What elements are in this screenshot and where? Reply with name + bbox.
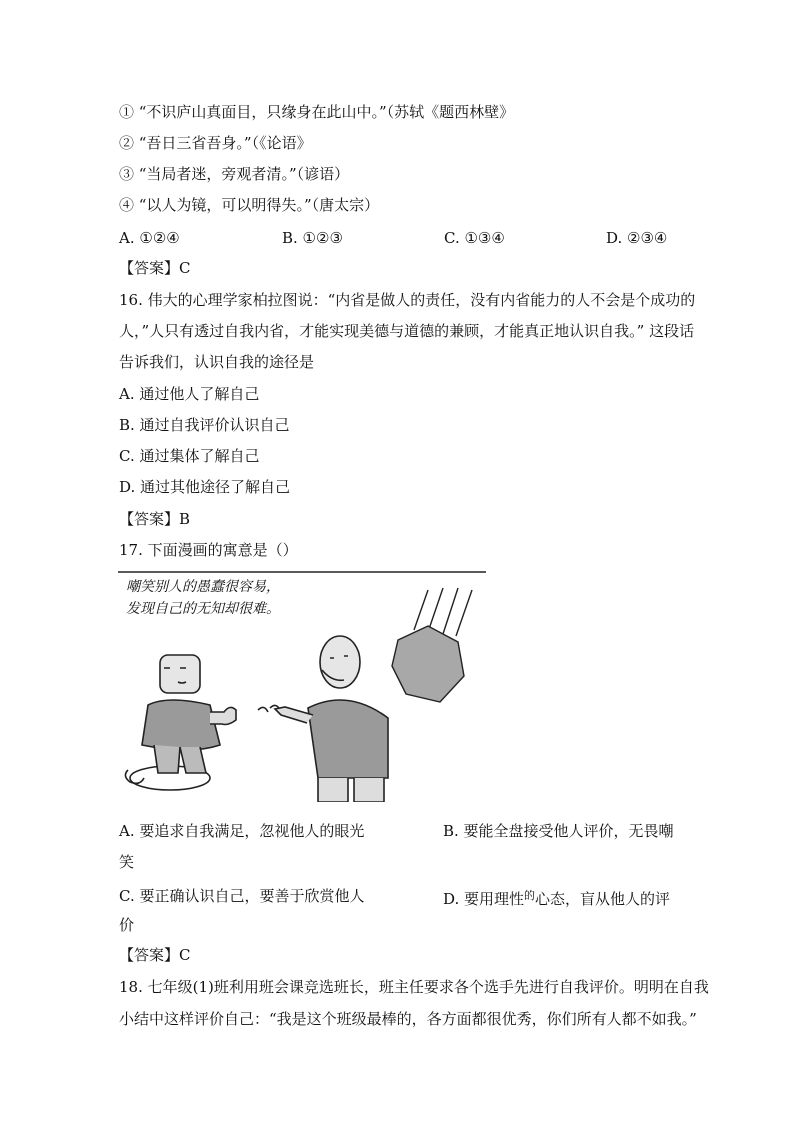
q16-option-d: D. 通过其他途径了解自己 <box>119 478 291 496</box>
q15-item-4: ④ “以人为镜，可以明得失。”（唐太宗） <box>119 196 380 214</box>
q16-line-1: 16. 伟大的心理学家柏拉图说：“内省是做人的责任，没有内省能力的人不会是个成功的 <box>119 291 696 309</box>
q16-option-b: B. 通过自我评价认识自己 <box>119 416 290 434</box>
falling-rock <box>392 588 472 702</box>
q17-option-a: A. 要追求自我满足，忽视他人的眼光 <box>119 822 365 840</box>
q15-item-3: ③ “当局者迷，旁观者清。”（谚语） <box>119 165 350 183</box>
q18-line-1: 18. 七年级(1)班利用班会课竞选班长，班主任要求各个选手先进行自我评价。明明在自我 <box>119 978 709 996</box>
q15-item-2: ② “吾日三省吾身。”（《论语》 <box>119 134 312 152</box>
q17-option-d-sup: 的 <box>524 889 536 902</box>
cartoon-illustration <box>118 570 486 802</box>
q17-option-d <box>443 886 670 909</box>
q15-options <box>119 228 679 248</box>
q17-option-b: B. 要能全盘接受他人评价，无畏嘲 <box>443 822 674 840</box>
q15-option-b: B. ①②③ <box>282 229 343 247</box>
q16-option-a: A. 通过他人了解自己 <box>119 385 260 403</box>
cartoon-caption-1: 嘲笑别人的愚蠢很容易， <box>126 579 280 595</box>
q17-question: 17. 下面漫画的寓意是（） <box>119 541 298 559</box>
left-figure <box>125 655 236 790</box>
q16-option-c: C. 通过集体了解自己 <box>119 447 260 465</box>
q17-option-c: C. 要正确认识自己，要善于欣赏他人 <box>119 887 365 905</box>
q17-option-d-post: 心态，盲从他人的评 <box>535 890 671 908</box>
q18-line-2: 小结中这样评价自己：“我是这个班级最棒的，各方面都很优秀，你们所有人都不如我。” <box>119 1010 697 1028</box>
q16-line-2: 人，”人只有透过自我内省，才能实现美德与道德的兼顾，才能真正地认识自我。” 这段话 <box>119 322 695 340</box>
q17-option-d-pre: D. 要用理性 <box>443 890 525 908</box>
q17-answer: 【答案】C <box>119 946 191 964</box>
q15-option-a: A. ①②④ <box>119 229 180 247</box>
q17-option-d-cont: 价 <box>119 916 135 934</box>
q15-option-d: D. ②③④ <box>606 229 668 247</box>
q16-answer: 【答案】B <box>119 510 191 528</box>
q15-option-c: C. ①③④ <box>444 229 505 247</box>
cartoon-caption-2: 发现自己的无知却很难。 <box>126 601 280 617</box>
right-figure <box>258 636 388 802</box>
q15-answer: 【答案】C <box>119 259 191 277</box>
q17-option-b-cont: 笑 <box>119 853 135 871</box>
q16-line-3: 告诉我们，认识自我的途径是 <box>119 353 315 371</box>
q15-item-1: ① “不识庐山真面目，只缘身在此山中。”（苏轼《题西林壁》 <box>119 103 515 121</box>
